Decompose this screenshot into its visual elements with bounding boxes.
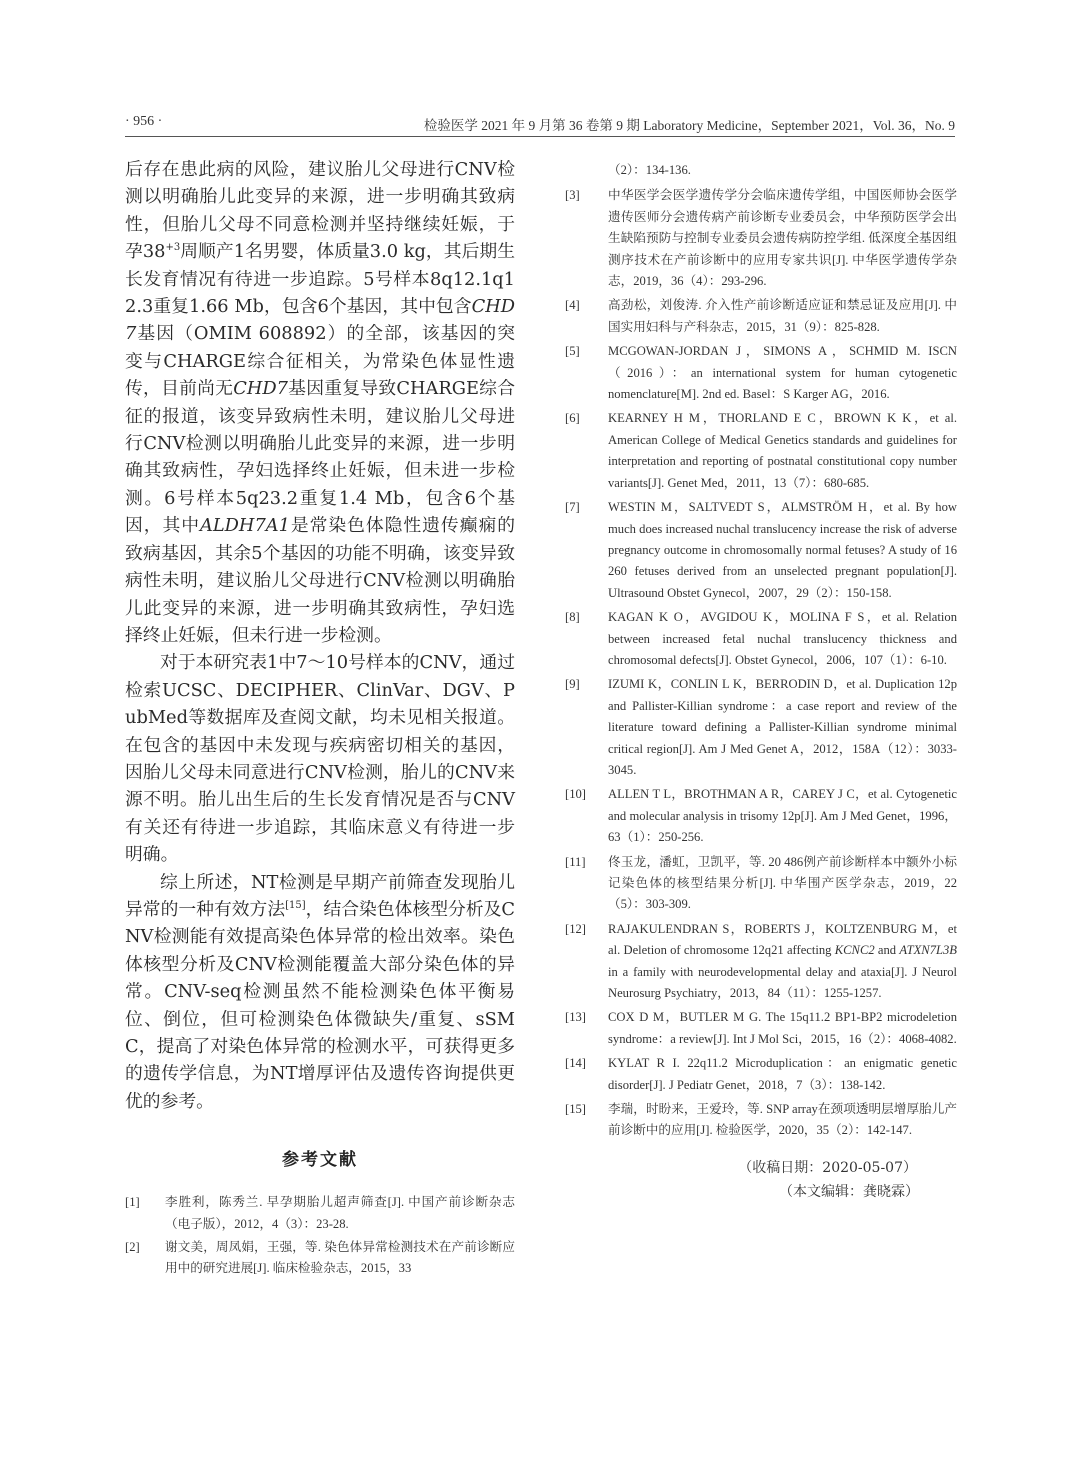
reference-number: [3]	[565, 188, 580, 203]
reference-number: [14]	[565, 1056, 586, 1071]
running-head: 检验医学 2021 年 9 月第 36 卷第 9 期 Laboratory Medicine，September 2021，Vol. 36，No. 9	[423, 118, 955, 133]
reference-item	[565, 1053, 957, 1096]
editor-credit: （本文编辑：龚晓霖）	[779, 1183, 919, 1200]
reference-text: 中华医学会医学遗传学分会临床遗传学组，中国医师协会医学遗传医师分会遗传病产前诊断专业委员会，中华预防医学会出生缺陷预防与控制专业委员会遗传病防控学组. 低深度全基因组测序技术在产前诊断中的应用专家共识[J]. 中华医学遗传学杂志，2019，36（4）：293-296.	[608, 188, 957, 289]
reference-text: 佟玉龙，潘虹，卫凯平，等. 20 486例产前诊断样本中额外小标记染色体的核型结果分析[J]. 中华围产医学杂志，2019，22（5）：303-309.	[608, 854, 957, 912]
left-column	[125, 156, 515, 1282]
reference-number: [5]	[565, 344, 580, 359]
reference-text: MCGOWAN-JORDAN J，SIMONS A，SCHMID M. ISCN（2016）：an international system for human cytogenetic nomenclature[M]. 2nd ed. Basel：S Karger AG，2016.	[608, 344, 957, 402]
reference-item	[565, 408, 957, 494]
citation-link[interactable]: [15]	[285, 900, 306, 912]
reference-item	[565, 295, 957, 338]
reference-number: [12]	[565, 921, 586, 936]
reference-continuation: （2）：134-136.	[608, 163, 691, 177]
reference-item	[565, 341, 957, 405]
reference-number: [15]	[565, 1102, 586, 1117]
reference-text: 高劲松，刘俊涛. 介入性产前诊断适应证和禁忌证及应用[J]. 中国实用妇科与产科杂志，2015，31（9）：825-828.	[608, 298, 957, 334]
reference-text: KEARNEY H M，THORLAND E C，BROWN K K，et al. American College of Medical Genetics standards and guidelines for interpretation and reporting of postnatal constitutional copy number variants[J]. Genet Med，2011，13（7）：680-685.	[608, 411, 957, 490]
reference-item	[565, 852, 957, 916]
reference-text: RAJAKULENDRAN S，ROBERTS J，KOLTZENBURG M，et al. Deletion of chromosome 12q21 affecting KCNC2 and ATXN7L3B in a family with neurodevelopmental delay and ataxia[J]. J Neurol Neurosurg Psychiatry，2013，84（11）：1255-1257.	[608, 921, 957, 1001]
reference-text: WESTIN M，SALTVEDT S，ALMSTRÖM H，et al. By how much does increased nuchal translucency increase the risk of adverse pregnancy outcome in chromosomally normal fetuses? A study of 16 260 fetuses derived from an unselected pregnant population[J]. Ultrasound Obstet Gynecol，2007，29（2）：150-158.	[608, 500, 957, 600]
page-header	[125, 114, 955, 137]
reference-number: [2]	[125, 1240, 140, 1255]
reference-text: ALLEN T L，BROTHMAN A R，CAREY J C，et al. Cytogenetic and molecular analysis in trisomy 12p[J]. Am J Med Genet，1996，63（1）：250-256.	[608, 787, 957, 845]
reference-item	[125, 1237, 515, 1280]
reference-text: KYLAT R I. 22q11.2 Microduplication：an enigmatic genetic disorder[J]. J Pediatr Genet，2018，7（3）：138-142.	[608, 1056, 957, 1092]
reference-number: [13]	[565, 1010, 586, 1025]
reference-item	[565, 674, 957, 781]
reference-number: [1]	[125, 1195, 140, 1210]
reference-item	[565, 497, 957, 604]
reference-text: IZUMI K，CONLIN L K，BERRODIN D，et al. Duplication 12p and Pallister-Killian syndrome：a case report and review of the literature toward defining a Pallister-Killian syndrome minimal critical region[J]. Am J Med Genet A，2012，158A（12）：3033-3045.	[608, 677, 957, 777]
reference-item	[565, 185, 957, 292]
reference-item	[565, 1007, 957, 1050]
references-title: 参考文献	[282, 1150, 358, 1171]
reference-number: [8]	[565, 610, 580, 625]
reference-item	[565, 919, 957, 1005]
received-date: （收稿日期：2020-05-07）	[738, 1159, 917, 1176]
reference-item	[565, 607, 957, 671]
reference-number: [9]	[565, 677, 580, 692]
reference-item	[565, 1099, 957, 1142]
reference-number: [4]	[565, 298, 580, 313]
reference-text: COX D M，BUTLER M G. The 15q11.2 BP1-BP2 microdeletion syndrome：a review[J]. Int J Mol Sci，2015，16（2）：4068-4082.	[608, 1010, 957, 1046]
body-paragraph-1: 后存在患此病的风险，建议胎儿父母进行CNV检测以明确胎儿此变异的来源，进一步明确其致病性，但胎儿父母不同意检测并坚持继续妊娠，于孕$38^{+3}$周顺产1名男婴，体质量3.0 kg，其后期生长发育情况有待进一步追踪。5号样本8q12.1q12.3重复1.66 Mb，包含6个基因，其中包含CHD7基因（OMIM 608892）的全部，该基因的突变与CHARGE综合征相关，为常染色体显性遗传，目前尚无CHD7基因重复导致CHARGE综合征的报道，该变异致病性未明，建议胎儿父母进行CNV检测以明确胎儿此变异的来源，进一步明确其致病性，孕妇选择终止妊娠，但未进一步检测。6号样本5q23.2重复1.4 Mb，包含6个基因，其中ALDH7A1是常染色体隐性遗传癫痫的致病基因，其余5个基因的功能不明确，该变异致病性未明，建议胎儿父母进行CNV检测以明确胎儿此变异的来源，进一步明确其致病性，孕妇选择终止妊娠，但未行进一步检测。	[125, 159, 515, 646]
reference-number: [6]	[565, 411, 580, 426]
page-number: · 956 ·	[125, 114, 163, 129]
reference-text: KAGAN K O，AVGIDOU K，MOLINA F S，et al. Relation between increased fetal nuchal translucency thickness and chromosomal defects[J]. Obstet Gynecol，2006，107（1）：6-10.	[608, 610, 957, 667]
right-column	[565, 160, 957, 1204]
body-paragraph-3: 综上所述，NT检测是早期产前筛查发现胎儿异常的一种有效方法[15]，结合染色体核型分析及CNV检测能有效提高染色体异常的检出效率。染色体核型分析及CNV检测能覆盖大部分染色体的异常。CNV-seq检测虽然不能检测染色体平衡易位、倒位，但可检测染色体微缺失/重复、sSMC，提高了对染色体异常的检测水平，可获得更多的遗传学信息，为NT增厚评估及遗传咨询提供更优的参考。	[125, 871, 515, 1112]
body-paragraph-2: 对于本研究表1中7～10号样本的CNV，通过检索UCSC、DECIPHER、ClinVar、DGV、PubMed等数据库及查阅文献，均未见相关报道。在包含的基因中未发现与疾病密切相关的基因，因胎儿父母未同意进行CNV检测，胎儿的CNV来源不明。胎儿出生后的生长发育情况是否与CNV有关还有待进一步追踪，其临床意义有待进一步明确。	[125, 652, 515, 866]
reference-text: 李瑞，时盼来，王爱玲，等. SNP array在颈项透明层增厚胎儿产前诊断中的应用[J]. 检验医学，2020，35（2）：142-147.	[608, 1102, 957, 1138]
reference-number: [10]	[565, 787, 586, 802]
reference-item	[125, 1192, 515, 1235]
reference-number: [11]	[565, 854, 586, 869]
reference-text: 谢文美，周凤娟，王强，等. 染色体异常检测技术在产前诊断应用中的研究进展[J]. 临床检验杂志，2015，33	[165, 1240, 515, 1276]
reference-number: [7]	[565, 500, 580, 515]
reference-item	[565, 784, 957, 848]
reference-text: 李胜利，陈秀兰. 早孕期胎儿超声筛查[J]. 中国产前诊断杂志（电子版），2012，4（3）：23-28.	[165, 1195, 515, 1231]
